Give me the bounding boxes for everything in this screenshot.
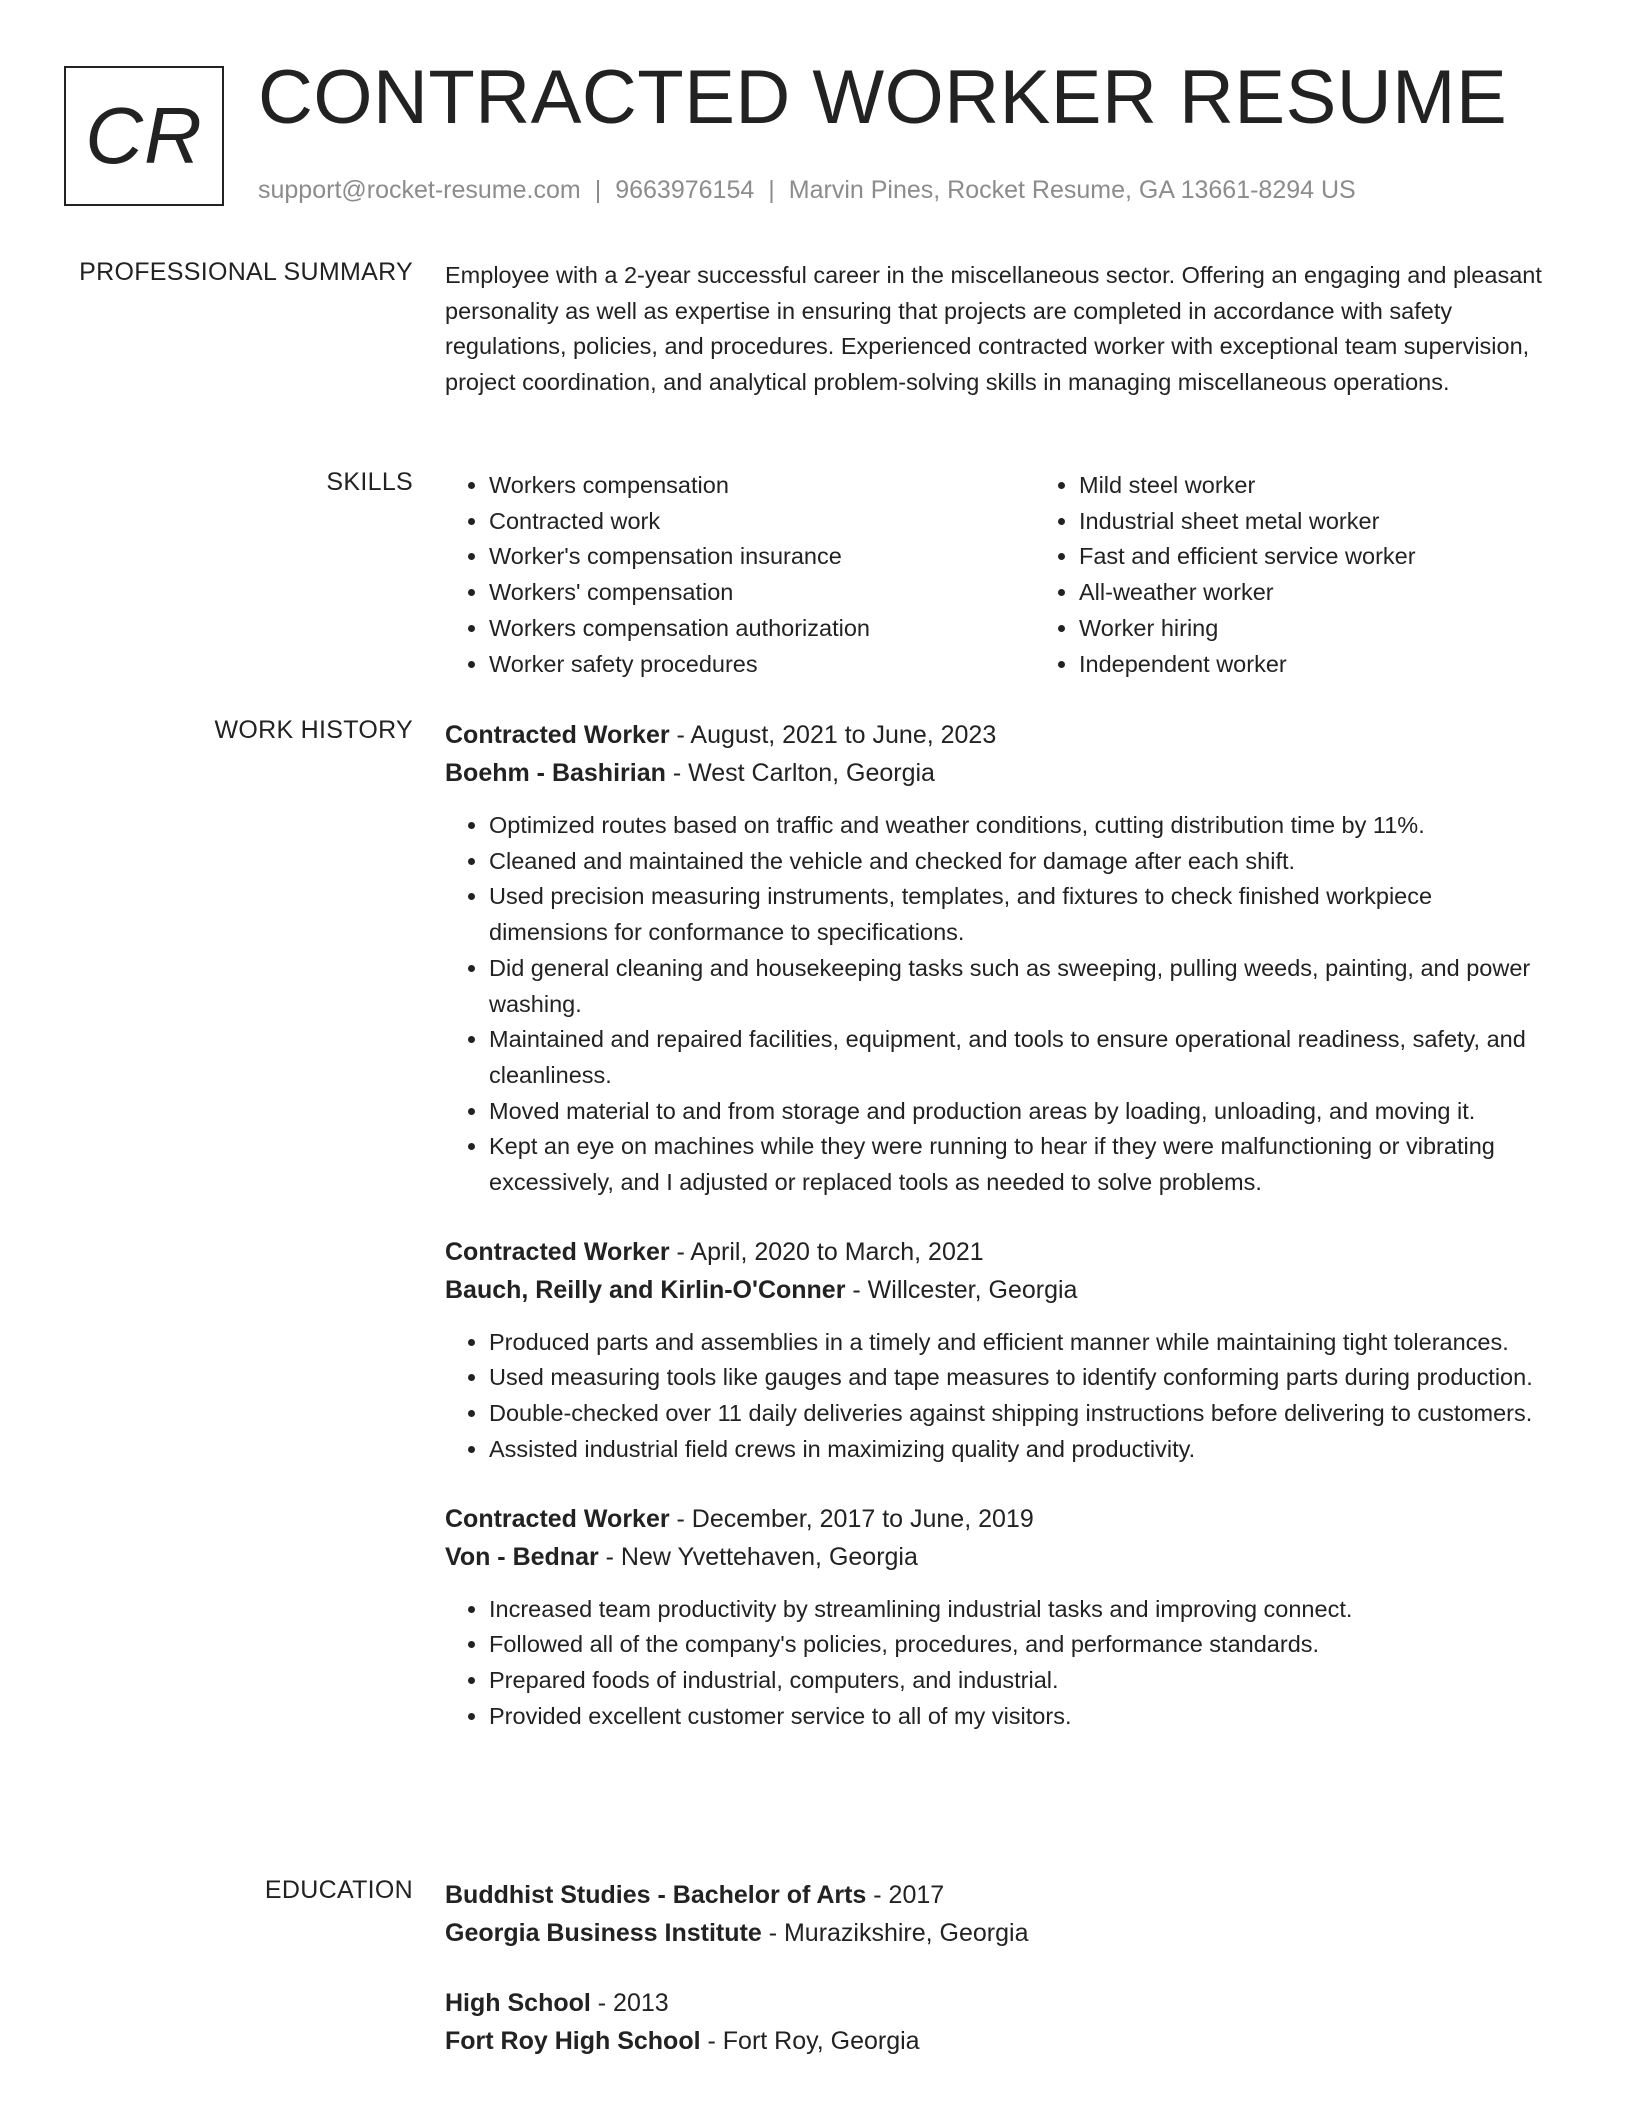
education-school-line (445, 1914, 1555, 1952)
education-degree: Buddhist Studies - Bachelor of Arts (445, 1881, 867, 1909)
job-title-line (445, 716, 1555, 754)
skills-list-right (1035, 468, 1625, 682)
job-entry (445, 1500, 1555, 1735)
contact-email: support@rocket-resume.com (258, 176, 581, 204)
job-bullets (445, 1325, 1555, 1468)
skill-item: • Workers' compensation (489, 575, 1035, 611)
skill-item: • Independent worker (1079, 647, 1625, 683)
job-company: Von - Bednar (445, 1542, 599, 1571)
job-bullet: • Prepared foods of industrial, computers, and industrial. (489, 1663, 1555, 1699)
education-school: Fort Roy High School (445, 2027, 701, 2055)
job-company-line (445, 1538, 1555, 1576)
monogram-logo: CR (64, 66, 224, 206)
section-label-skills: SKILLS (326, 468, 413, 496)
job-company: Boehm - Bashirian (445, 759, 666, 787)
contact-line (258, 176, 1356, 205)
education-school: Georgia Business Institute (445, 1919, 762, 1947)
skill-item: • Fast and efficient service worker (1079, 539, 1625, 575)
job-entry (445, 716, 1555, 1201)
job-bullet: • Double-checked over 11 daily deliveries against shipping instructions before delivering to customers. (489, 1396, 1555, 1432)
contact-address: Marvin Pines, Rocket Resume, GA 13661-8294 US (788, 176, 1356, 204)
education-entry (445, 1984, 1555, 2060)
education-year: - 2013 (590, 1989, 669, 2017)
job-bullets (445, 808, 1555, 1201)
contact-phone: 9663976154 (615, 176, 755, 204)
skill-item: • All-weather worker (1079, 575, 1625, 611)
job-bullets (445, 1592, 1555, 1735)
job-bullet: • Assisted industrial field crews in maximizing quality and productivity. (489, 1432, 1555, 1468)
education-degree-line (445, 1984, 1555, 2022)
job-bullet: • Kept an eye on machines while they were running to hear if they were malfunctioning or vibrating excessively, and I adjusted or replaced tools as needed to solve problems. (489, 1129, 1555, 1200)
job-bullet: • Maintained and repaired facilities, equipment, and tools to ensure operational readiness, safety, and cleanliness. (489, 1022, 1555, 1093)
education-location: - Murazikshire, Georgia (761, 1919, 1029, 1947)
skill-item: • Mild steel worker (1079, 468, 1625, 504)
skill-item: • Workers compensation authorization (489, 611, 1035, 647)
skills-list-left (445, 468, 1035, 682)
job-bullet: • Optimized routes based on traffic and weather conditions, cutting distribution time by 11%. (489, 808, 1555, 844)
job-dates: - December, 2017 to June, 2019 (669, 1504, 1034, 1533)
section-label-education: EDUCATION (264, 1876, 413, 1904)
job-location: - Willcester, Georgia (845, 1275, 1078, 1304)
skill-item: • Worker safety procedures (489, 647, 1035, 683)
skill-item: • Worker hiring (1079, 611, 1625, 647)
job-entry (445, 1233, 1555, 1468)
skills-body (445, 468, 1555, 682)
job-bullet: • Followed all of the company's policies, procedures, and performance standards. (489, 1627, 1555, 1663)
education-degree: High School (445, 1989, 591, 2017)
job-bullet: • Increased team productivity by streamlining industrial tasks and improving connect. (489, 1592, 1555, 1628)
job-dates: - August, 2021 to June, 2023 (669, 721, 997, 749)
job-company: Bauch, Reilly and Kirlin-O'Conner (445, 1275, 846, 1304)
skill-item: • Worker's compensation insurance (489, 539, 1035, 575)
education-location: - Fort Roy, Georgia (700, 2027, 920, 2055)
education-body (445, 1876, 1555, 2092)
section-label-work: WORK HISTORY (214, 716, 413, 744)
job-dates: - April, 2020 to March, 2021 (669, 1237, 984, 1266)
education-year: - 2017 (866, 1881, 945, 1909)
work-history-body (445, 716, 1555, 1766)
education-school-line (445, 2022, 1555, 2060)
job-bullet: • Did general cleaning and housekeeping tasks such as sweeping, pulling weeds, painting, and power washing. (489, 951, 1555, 1022)
job-bullet: • Used measuring tools like gauges and tape measures to identify conforming parts during production. (489, 1360, 1555, 1396)
summary-text: Employee with a 2-year successful career in the miscellaneous sector. Offering an engaging and pleasant personality as well as expertise in ensuring that projects are completed in accordance with safety regulations, policies, and procedures. Experienced contracted worker with exceptional team supervision, project coordination, and analytical problem-solving skills in managing miscellaneous operations. (445, 262, 1542, 396)
skill-item: • Industrial sheet metal worker (1079, 504, 1625, 540)
education-degree-line (445, 1876, 1555, 1914)
job-company-line (445, 754, 1555, 792)
job-company-line (445, 1271, 1555, 1309)
job-title-line (445, 1500, 1555, 1538)
job-bullet: • Cleaned and maintained the vehicle and checked for damage after each shift. (489, 844, 1555, 880)
skill-item: • Contracted work (489, 504, 1035, 540)
job-title: Contracted Worker (445, 1237, 670, 1266)
contact-separator: | (594, 176, 602, 204)
job-bullet: • Produced parts and assemblies in a timely and efficient manner while maintaining tight tolerances. (489, 1325, 1555, 1361)
job-title: Contracted Worker (445, 1504, 670, 1533)
job-bullet: • Used precision measuring instruments, templates, and fixtures to check finished workpiece dimensions for conformance to specifications. (489, 879, 1555, 950)
job-title: Contracted Worker (445, 721, 670, 749)
job-location: - New Yvettehaven, Georgia (598, 1542, 918, 1571)
job-location: - West Carlton, Georgia (665, 759, 935, 787)
skill-item: • Workers compensation (489, 468, 1035, 504)
contact-separator: | (768, 176, 775, 204)
job-bullet: • Provided excellent customer service to all of my visitors. (489, 1699, 1555, 1735)
education-entry (445, 1876, 1555, 1952)
page-title: CONTRACTED WORKER RESUME (258, 55, 1508, 140)
job-title-line (445, 1233, 1555, 1271)
job-bullet: • Moved material to and from storage and production areas by loading, unloading, and moving it. (489, 1094, 1555, 1130)
section-label-summary: PROFESSIONAL SUMMARY (79, 258, 413, 286)
